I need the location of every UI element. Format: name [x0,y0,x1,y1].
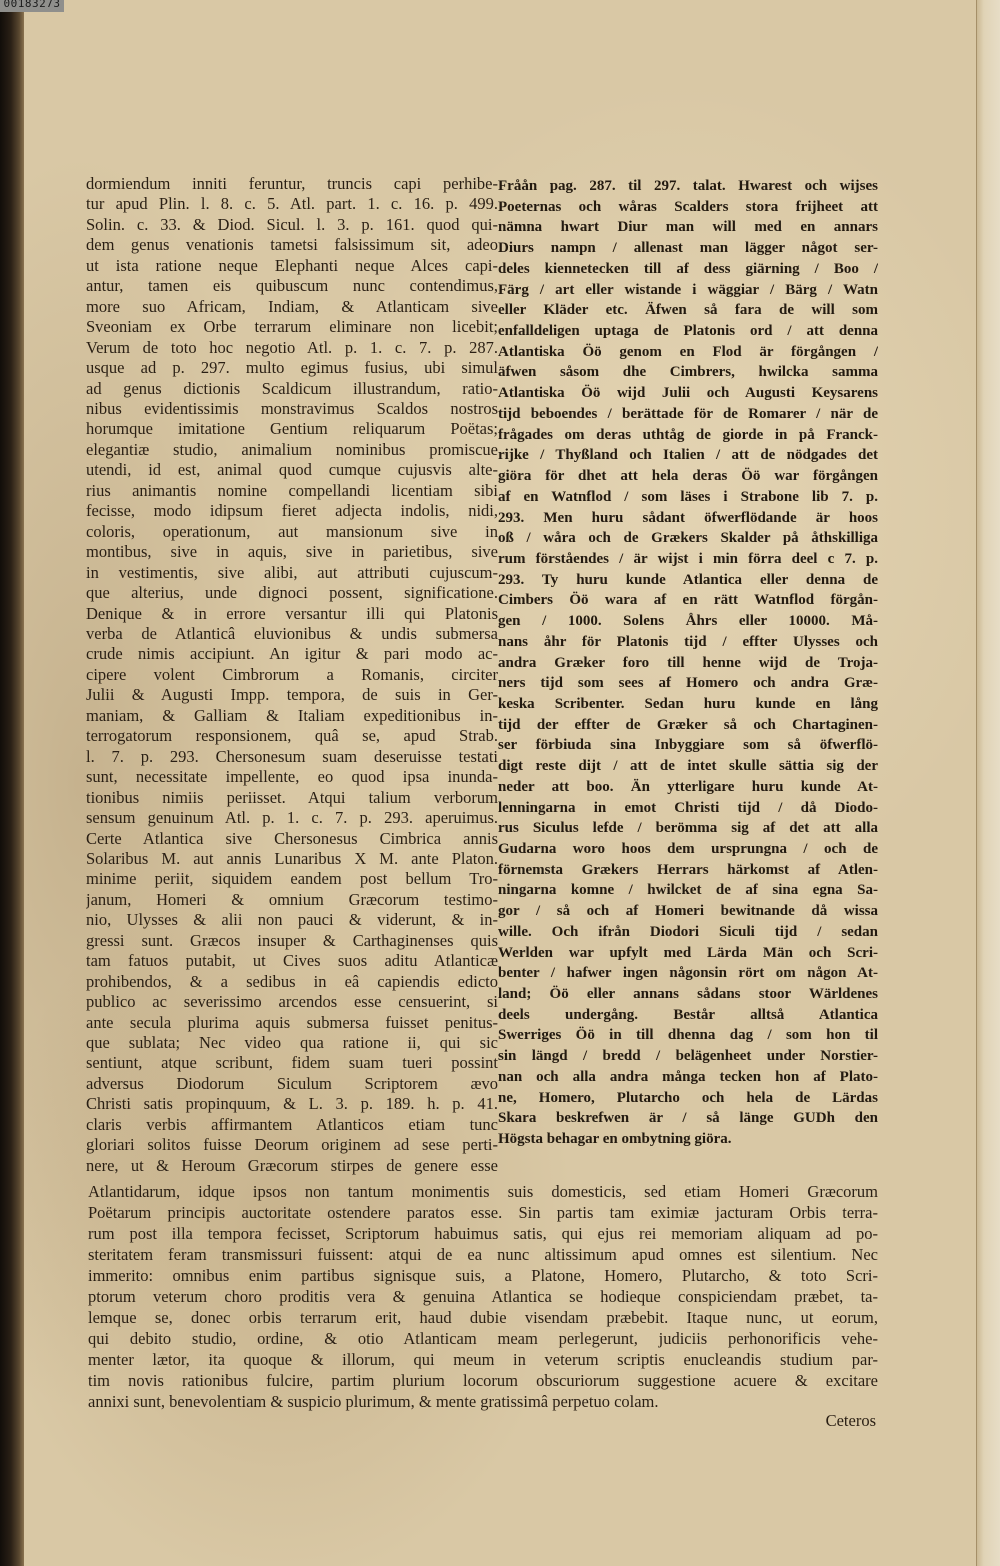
latin-column-line: rius animantis nomine compellandi licentiam sibi [86,480,498,500]
latin-continuation-line: qui debito studio, ordine, & otio Atlanticam meam perlegerunt, judiciis perhonorificis vehe- [88,1329,878,1348]
swedish-column-line: deles kiennetecken till af dess giärning / Boo / [498,260,878,277]
latin-continuation-line: annixi sunt, benevolentiam & suspicio plurimum, & mente gratissimâ perpetuo colam. [88,1392,659,1411]
latin-column-line: nio, Ulysses & alii non pauci & viderunt, & in- [86,910,498,930]
swedish-column-line: nan och alla andra många tecken hon af Plato- [498,1068,878,1085]
swedish-column-line: keska Scribenter. Sedan huru kunde en lång [498,695,878,712]
swedish-column-line: Atlantiska Öö genom en Flod är förgången / [498,343,878,360]
swedish-column-line: Diurs nampn / allenast man lägger något ser- [498,240,878,257]
latin-column-line: prohibendos, & a sedibus in eâ capiendis edicto [86,971,498,991]
latin-column-line: antur, tamen eis quibuscum nunc contendimus, [86,276,498,296]
swedish-column-line: Cimbers Öö wara af en rätt Watnflod förgån- [498,592,878,609]
latin-column-line: gressi sunt. Græcos insuper & Carthaginenses quis [86,930,498,950]
latin-column-line: in vestimentis, sive alibi, aut attributi cujuscum- [86,562,498,582]
swedish-column-line: nämna hwart Diur man will med en annars [498,219,878,236]
latin-continuation-line: tim novis rationibus fulcire, partim plurium locorum obscuriorum suggestione acuere & excitare [88,1371,878,1390]
swedish-column-line: wille. Och ifrån Diodori Siculi tijd / sedan [498,923,878,940]
latin-column-line: maniam, & Galliam & Italiam expeditionibus in- [86,705,498,725]
latin-column-line: publico ac severissimo arcendos esse censuerint, si [86,992,498,1012]
swedish-column-line: förnemsta Grækers Herrars härkomst af Atlen- [498,861,878,878]
swedish-column-line: neder att boo. Än ytterligare huru kunde At- [498,778,878,795]
latin-column-line: claris verbis affirmantem Atlanticos etiam tunc [86,1114,498,1134]
swedish-column-line: benter / hafwer ingen någonsin rört om någon At- [498,965,878,982]
latin-column-line: sentiunt, atque scribunt, fidem suam tueri possint [86,1053,498,1073]
swedish-column-line: Werlden war upfylt med Lärda Män och Scri- [498,944,878,961]
latin-column-line: Sveoniam ex Orbe terrarum eliminare non licebit; [86,317,498,337]
latin-column-line: more suo Africam, Indiam, & Atlanticam sive [86,296,498,316]
latin-column-line: janum, Homeri & omnium Græcorum testimo- [86,889,498,909]
swedish-column-line: nans åhr för Platonis tijd / effter Ulysses och [498,633,878,650]
latin-continuation-line: rum post illa tempora fecisset, Scriptorum habuimus satis, qui ejus rei memoriam aliquam ad po- [88,1224,878,1243]
latin-column-line: que alterius, unde dignoci possent, significatione. [86,583,498,603]
latin-column-line: Solin. c. 33. & Diod. Sicul. l. 3. p. 161. quod qui- [86,214,498,234]
swedish-column-line: sin längd / bredd / belägenheet under Norstier- [498,1048,878,1065]
latin-continuation-block [88,1181,878,1412]
catchword: Ceteros [825,1411,876,1430]
latin-column-line: Verum de toto hoc negotio Atl. p. 1. c. 7. p. 287. [86,337,498,357]
latin-column-line: sunt, necessitate impellente, eo quod ipsa inunda- [86,767,498,787]
swedish-column-line: deels undergång. Består alltså Atlantica [498,1006,878,1023]
swedish-column-line: tijd der effter de Græker så och Chartaginen- [498,716,878,733]
latin-column-line: dormiendum inniti feruntur, truncis capi perhibe- [86,174,498,193]
latin-column-line: tionibus nimiis periisset. Atqui talium verborum [86,787,498,807]
swedish-column [498,176,878,1150]
latin-column-line: ut ista ratione neque Elephanti neque Alces capi- [86,255,498,275]
swedish-column-line: 293. Men huru sådant öfwerflödande är hoos [498,509,878,526]
latin-column-line: coloris, operationum, aut mansionum sive in [86,521,498,541]
swedish-column-line: ne, Homero, Plutarcho och hela de Lärdas [498,1089,878,1106]
swedish-column-line: Högsta behagar en ombytning giöra. [498,1131,732,1148]
latin-column-line: gloriari solitos fuisse Deorum originem ad sese perti- [86,1135,498,1155]
swedish-column-line: andra Græker foro till henne wijd de Troja- [498,654,878,671]
latin-column-line: Julii & Augusti Impp. tempora, de suis in Ger- [86,685,498,705]
swedish-column-line: Skara beskrefwen är / så länge GUDh den [498,1110,878,1127]
swedish-column-line: rijke / Thyßland och Italien / att de nödgades det [498,447,878,464]
swedish-column-line: Swerriges Öö in till dhenna dag / som hon til [498,1027,878,1044]
swedish-column-line: tijd beboendes / berättade för de Romarer / när de [498,405,878,422]
latin-column-line: fecisse, modo idipsum fieret adjecta indolis, nidi, [86,501,498,521]
latin-column-line: Christi satis propinquum, & L. 3. p. 189. h. p. 41. [86,1094,498,1114]
latin-column [86,174,498,1176]
latin-column-line: terrogatorum responsionem, quâ se, apud Strab. [86,726,498,746]
swedish-column-line: ningarna komne / hwilcket de af sina egna Sa- [498,882,878,899]
scan-id-label: 00183273 [0,0,64,12]
latin-continuation-line: immerito: omnibus enim partibus signisque suis, a Platone, Homero, Plutarcho, & toto Scri- [88,1266,878,1285]
latin-continuation-line: steritatem feram transmissuri fuissent: atqui de ea nunc altissimum apud omnes est silentium. Nec [88,1245,878,1264]
latin-column-line: horumque imitatione Gentium reliquarum Poëtas; [86,419,498,439]
latin-column-line: utendi, id est, animal quod cumque cujusvis alte- [86,460,498,480]
page-edge [976,0,1000,1566]
swedish-column-line: rum förståendes / är wijst i min förra deel c 7. p. [498,550,878,567]
swedish-column-line: Färg / art eller wistande i wäggiar / Bärg / Watn [498,281,878,298]
latin-column-line: cipere volent Cimbrorum a Romanis, circiter [86,664,498,684]
latin-column-line: verba de Atlanticâ eluvionibus & undis submersa [86,623,498,643]
latin-column-line: nibus evidentissimis monstravimus Scaldos nostros [86,398,498,418]
latin-column-line: que sublata; Nec video qua ratione ii, qui sic [86,1033,498,1053]
swedish-column-line: eller Kläder etc. Äfwen så fara de will som [498,302,878,319]
latin-column-line: sensum genuinum Atl. p. 1. c. 7. p. 293. aperuimus. [86,808,498,828]
swedish-column-line: ners tijd som sees af Homero och andra Græ- [498,675,878,692]
latin-column-line: Solaribus M. aut annis Lunaribus X M. ante Platon. [86,848,498,868]
swedish-column-line: frågades om deras uthtåg de giorde in på Franck- [498,426,878,443]
latin-column-line: adversus Diodorum Siculum Scriptorem ævo [86,1073,498,1093]
latin-column-line: tam fatuos putabit, ut Cives suos aditu Atlanticæ [86,951,498,971]
swedish-column-line: digt reste dijt / att de intet skulle sättia sig der [498,758,878,775]
latin-column-line: Certe Atlantica sive Chersonesus Cimbrica annis [86,828,498,848]
latin-column-line: crude nimis accipiunt. An igitur & pari modo ac- [86,644,498,664]
latin-continuation-line: Poëtarum principis auctoritate ostendere paratos esse. Sin partis tam eximiæ jacturam Orbis terra- [88,1203,878,1222]
latin-column-line: usque ad p. 297. multo egimus fusius, ubi simul [86,358,498,378]
swedish-column-line: Gudarna woro hoos dem ursprungna / och de [498,841,878,857]
latin-column-line: nere, ut & Heroum Græcorum stirpes de genere esse [86,1155,498,1175]
latin-column-line: ante secula plurima aquis submersa fuisset penitus- [86,1012,498,1032]
swedish-column-line: 293. Ty huru kunde Atlantica eller denna de [498,571,878,588]
swedish-column-line: rus Siculus lefde / berömma sig af det att alla [498,820,878,837]
swedish-column-line: oß / wåra och de Grækers Skalder på åthskilliga [498,530,878,547]
latin-column-line: elegantiæ studio, animalium nominibus promiscue [86,439,498,459]
swedish-column-line: gor / så och af Homeri bewitnande då wissa [498,903,878,920]
swedish-column-line: ser förbiuda sina Inbyggiare som så öfwerflö- [498,737,878,754]
latin-continuation-line: Atlantidarum, idque ipsos non tantum monimentis suis domesticis, sed etiam Homeri Græcorum [88,1182,878,1201]
latin-continuation-line: lemque se, donec orbis terrarum erit, haud dubie visendam præbebit. Itaque nunc, ut eorum, [88,1308,878,1327]
latin-continuation-line: ptorum veterum choro proditis vera & genuina Atlantica se hodieque conspiciendam præbet, ta- [88,1287,878,1306]
latin-continuation-line: menter lætor, ita quoque & illorum, qui meum in veterum scriptis enucleandis studium par- [88,1350,878,1369]
binding-gutter [0,0,24,1566]
swedish-column-line: giöra för dhet att hela deras Öö war förgången [498,468,878,485]
latin-column-line: ad genus dictionis Scaldicum illustrandum, ratio- [86,378,498,398]
swedish-column-line: Atlantiska Öö wijd Julii och Augusti Keysarens [498,385,878,402]
latin-column-line: Denique & in errore versantur illi qui Platonis [86,603,498,623]
swedish-column-line: äfwen såsom dhe Cimbrers, hwilcka samma [498,364,878,381]
swedish-column-line: enfalldeligen uptaga de Platonis ord / att denna [498,323,878,340]
latin-column-line: l. 7. p. 293. Chersonesum suam deseruisse testati [86,746,498,766]
swedish-column-line: lenningarna in emot Christi tijd / då Diodo- [498,799,878,816]
swedish-column-line: land; Öö eller annans sådans stoor Wärldenes [498,986,878,1003]
latin-column-line: minime periit, siquidem eandem post bellum Tro- [86,869,498,889]
swedish-column-line: Fråån pag. 287. til 297. talat. Hwarest och wijses [498,178,878,194]
latin-column-line: dem genus venationis tametsi falsissimum sit, adeo [86,235,498,255]
latin-column-line: tur apud Plin. l. 8. c. 5. Atl. part. 1. c. 16. p. 499. [86,194,498,214]
swedish-column-line: af en Watnflod / som läses i Strabone lib 7. p. [498,488,878,505]
swedish-column-line: gen / 1000. Solens Åhrs eller 10000. Må- [498,613,878,630]
swedish-column-line: Poeternas och wåras Scalders stora frijheet att [498,198,878,215]
latin-column-line: montibus, sive in aquis, sive in parietibus, sive [86,542,498,562]
